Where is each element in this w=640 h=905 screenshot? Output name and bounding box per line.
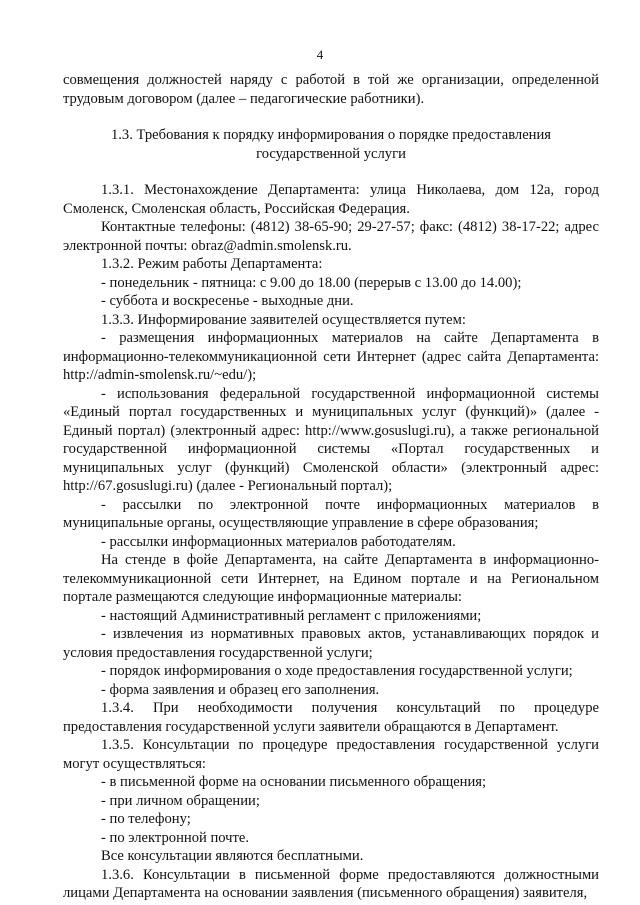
paragraph-1-3-3: 1.3.3. Информирование заявителей осуществляется путем: <box>101 311 466 328</box>
inform-site-item: - размещения информационных материалов на сайте Департамента в информационно-телекоммуникационной сети Интернет (адрес сайта Департамента: http://admin-smolensk.ru/~edu/); <box>63 330 599 383</box>
paragraph-1-3-4: 1.3.4. При необходимости получения консультаций по процедуре предоставления государственной услуги заявители обращаются в Департамент. <box>63 700 599 735</box>
intro-paragraph: совмещения должностей наряду с работой в той же организации, определенной трудовым договором (далее – педагогические работники). <box>63 72 599 107</box>
contacts-paragraph: Контактные телефоны: (4812) 38-65-90; 29-27-57; факс: (4812) 38-17-22; адрес электронной почты: obraz@admin.smolensk.ru. <box>63 219 599 254</box>
consult-personal-item: - при личном обращении; <box>101 792 260 809</box>
inform-portal-item: - использования федеральной государственной информационной системы «Единый портал государственных и муниципальных услуг (функций)» (далее - Единый портал) (электронный адрес: http://www.gosuslugi.ru), а также региональной государственной информационной системы «Портал государственных и муниципальных услуг (функций) Смоленской области» (электронный адрес: http://67.gosuslugi.ru) (далее - Региональный портал); <box>63 385 599 494</box>
page-number: 4 <box>316 47 324 62</box>
stand-extracts-item: - извлечения из нормативных правовых актов, устанавливающих порядок и условия предоставления государственной услуги; <box>63 626 599 661</box>
consult-written-item: - в письменной форме на основании письменного обращения; <box>101 774 487 790</box>
stand-order-item: - порядок информирования о ходе предоставления государственной услуги; <box>101 663 573 679</box>
stand-form-item: - форма заявления и образец его заполнения. <box>101 681 380 698</box>
stand-intro-paragraph: На стенде в фойе Департамента, на сайте Департамента в информационно-телекоммуникационной сети Интернет, на Едином портале и на Региональном портале размещаются следующие информационные материалы: <box>63 552 599 605</box>
stand-reglament-item: - настоящий Административный регламент с приложениями; <box>101 607 482 624</box>
inform-workers-item: - рассылки информационных материалов работодателям. <box>101 533 456 550</box>
section-heading: 1.3. Требования к порядку информирования о порядке предоставления государственной услуги <box>110 127 552 162</box>
consult-phone-item: - по телефону; <box>101 811 191 827</box>
schedule-weekend: - суббота и воскресенье - выходные дни. <box>101 293 354 309</box>
paragraph-1-3-6: 1.3.6. Консультации в письменной форме предоставляются должностными лицами Департамента на основании заявления (письменного обращения) заявителя, <box>63 866 599 901</box>
paragraph-1-3-5: 1.3.5. Консультации по процедуре предоставления государственной услуги могут осуществляться: <box>63 737 599 772</box>
consult-free-paragraph: Все консультации являются бесплатными. <box>101 848 364 864</box>
document-body <box>63 71 599 903</box>
schedule-weekdays: - понедельник - пятница: с 9.00 до 18.00 (перерыв с 13.00 до 14.00); <box>101 274 522 291</box>
inform-email-item: - рассылки по электронной почте информационных материалов в муниципальные органы, осуществляющие управление в сфере образования; <box>63 496 599 531</box>
paragraph-1-3-2: 1.3.2. Режим работы Департамента: <box>101 256 323 272</box>
paragraph-1-3-1: 1.3.1. Местонахождение Департамента: улица Николаева, дом 12а, город Смоленск, Смоленская область, Российская Федерация. <box>63 182 599 217</box>
consult-email-item: - по электронной почте. <box>101 829 250 846</box>
